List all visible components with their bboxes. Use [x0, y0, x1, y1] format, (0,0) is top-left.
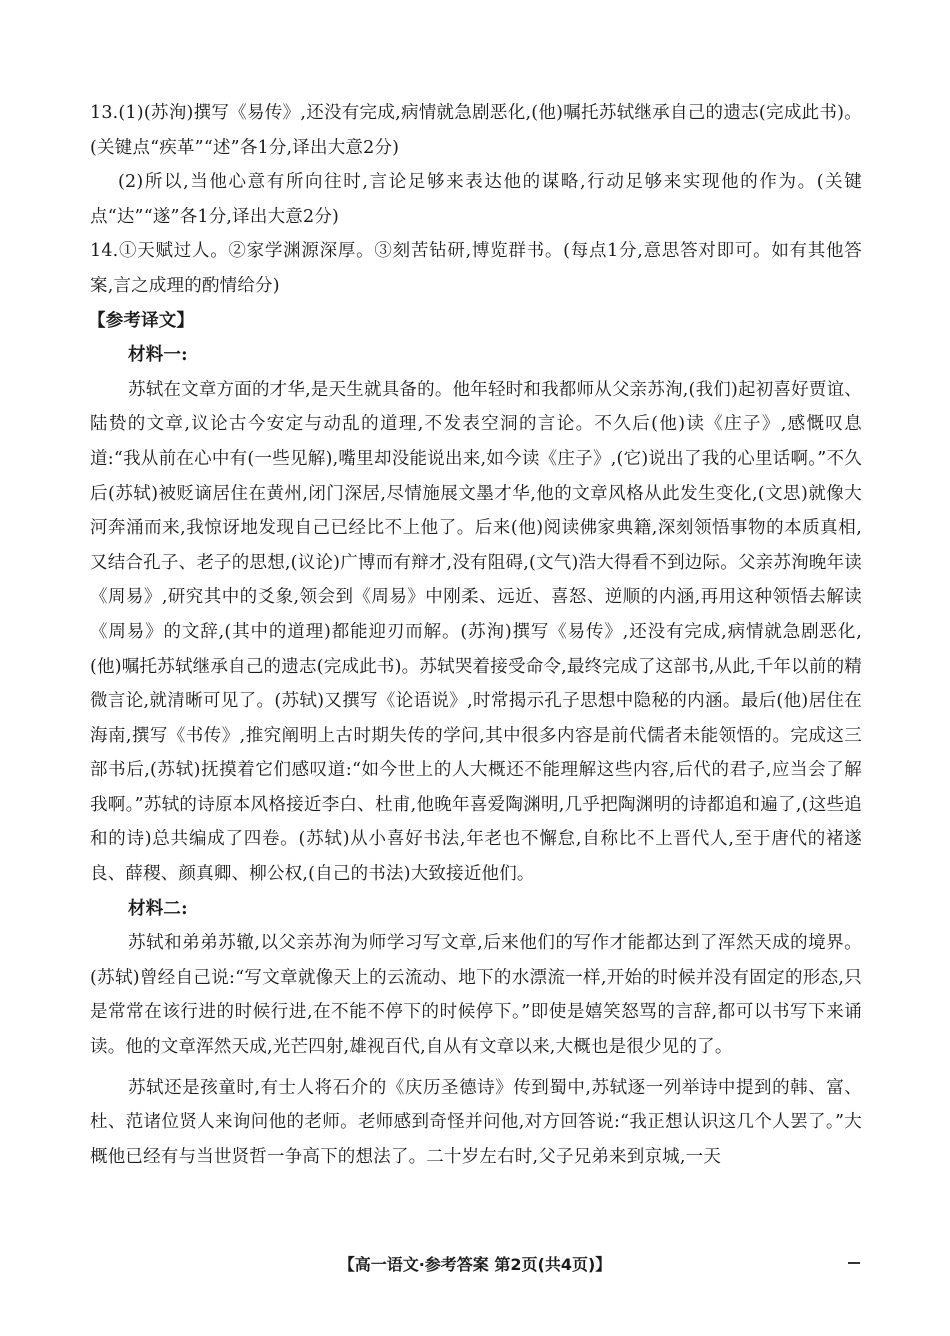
answer-13-part1: 13.(1)(苏洵)撰写《易传》,还没有完成,病情就急剧恶化,(他)嘱托苏轼继承自己的遗志(完成此书)。(关键点“疾革”“述”各1分,译出大意2分) [90, 103, 862, 158]
answer-14: 14.①天赋过人。②家学渊源深厚。③刻苦钻研,博览群书。(每点1分,意思答对即可。如有其他答案,言之成理的酌情给分) [90, 241, 862, 296]
material-2-paragraph-2: 苏轼还是孩童时,有士人将石介的《庆历圣德诗》传到蜀中,苏轼逐一列举诗中提到的韩、富、杜、范诸位贤人来询问他的老师。老师感到奇怪并问他,对方回答说:“我正想认识这几个人罢了。”大概他已经有与当世贤哲一争高下的想法了。二十岁左右时,父子兄弟来到京城,一天 [90, 1077, 862, 1167]
material-2-title: 材料二: [128, 898, 188, 919]
material-2-paragraph-1: 苏轼和弟弟苏辙,以父亲苏洵为师学习写文章,后来他们的写作才能都达到了浑然天成的境界。(苏轼)曾经自己说:“写文章就像天上的云流动、地下的水漂流一样,开始的时候并没有固定的形态,只是常常在该行进的时候行进,在不能不停下的时候停下。”即使是嬉笑怒骂的言辞,都可以书写下来诵读。他的文章浑然天成,光芒四射,雄视百代,自从有文章以来,大概也是很少见的了。 [90, 933, 862, 1058]
material-1-text: 苏轼在文章方面的才华,是天生就具备的。他年轻时和我都师从父亲苏洵,(我们)起初喜好贾谊、陆贽的文章,议论古今安定与动乱的道理,不发表空洞的言论。不久后(他)读《庄子》,感慨叹息道:“我从前在心中有(一些见解),嘴里却没能说出来,如今读《庄子》,(它)说出了我的心里话啊。”不久后(苏轼)被贬谪居住在黄州,闭门深居,尽情施展文墨才华,他的文章风格从此发生变化,(文思)就像大河奔涌而来,我惊讶地发现自己已经比不上他了。后来(他)阅读佛家典籍,深刻领悟事物的本质真相,又结合孔子、老子的思想,(议论)广博而有辩才,没有阻碍,(文气)浩大得看不到边际。父亲苏洵晚年读《周易》,研究其中的爻象,领会到《周易》中刚柔、远近、喜怒、逆顺的内涵,再用这种领悟去解读《周易》的文辞,(其中的道理)都能迎刃而解。(苏洵)撰写《易传》,还没有完成,病情就急剧恶化,(他)嘱托苏轼继承自己的遗志(完成此书)。苏轼哭着接受命令,最终完成了这部书,从此,千年以前的精微言论,就清晰可见了。(苏轼)又撰写《论语说》,时常揭示孔子思想中隐秘的内涵。最后(他)居住在海南,撰写《书传》,推究阐明上古时期失传的学问,其中很多内容是前代儒者未能领悟的。完成这三部书后,(苏轼)抚摸着它们感叹道:“如今世上的人大概还不能理解这些内容,后代的君子,应当会了解我啊。”苏轼的诗原本风格接近李白、杜甫,他晚年喜爱陶渊明,几乎把陶渊明的诗都追和遍了,(这些追和的诗)总共编成了四卷。(苏轼)从小喜好书法,年老也不懈怠,自称比不上晋代人,至于唐代的褚遂良、薛稷、颜真卿、柳公权,(自己的书法)大致接近他们。 [90, 379, 862, 885]
corner-mark [848, 1262, 860, 1264]
page-footer: 【高一语文·参考答案 第2页(共4页)】 [338, 1255, 612, 1274]
page-body [90, 96, 862, 1174]
translation-heading: 【参考译文】 [88, 310, 195, 331]
material-1-title: 材料一: [128, 345, 188, 366]
answer-13-part2: (2)所以,当他心意有所向往时,言论足够来表达他的谋略,行动足够来实现他的作为。(关键点“达”“遂”各1分,译出大意2分) [90, 172, 862, 227]
